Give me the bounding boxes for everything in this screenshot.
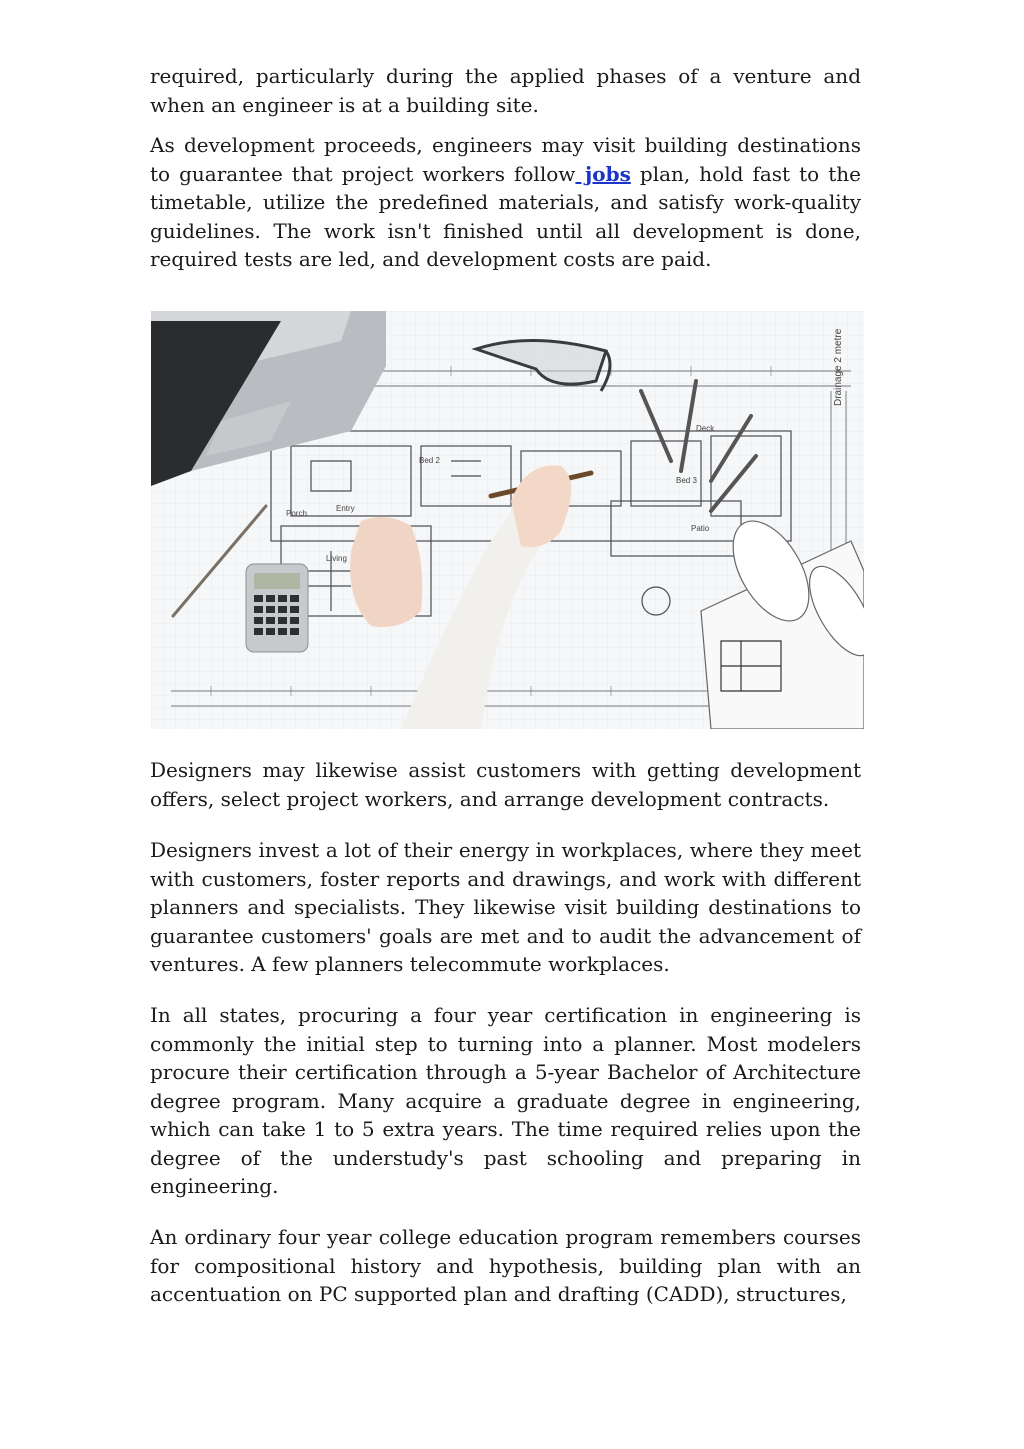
paragraph-2 (150, 131, 861, 274)
blueprint-photo (151, 311, 864, 729)
room-label-porch: Porch (286, 509, 307, 518)
drainage-label: Drainage 2 metre (833, 328, 844, 406)
paragraph-2-container (150, 131, 861, 274)
room-label-bed2: Bed 2 (419, 456, 440, 465)
room-label-living: Living (326, 554, 347, 563)
paragraph-6: An ordinary four year college education program remembers courses for compositional history and hypothesis, building plan with an accentuation on PC supported plan and drafting (CADD), structures, (150, 1225, 861, 1306)
paragraph-3: Designers may likewise assist customers with getting development offers, select project workers, and arrange development contracts. (150, 758, 861, 811)
paragraph-1: required, particularly during the applied phases of a venture and when an engineer is at a building site. (150, 64, 861, 117)
jobs-link[interactable]: jobs (575, 161, 631, 186)
room-label-bed3: Bed 3 (676, 476, 697, 485)
paragraph-3-container (150, 756, 861, 813)
paragraph-5-container (150, 1001, 861, 1201)
paragraph-4: Designers invest a lot of their energy in workplaces, where they meet with customers, foster reports and drawings, and work with different planners and specialists. They likewise visit building destinations to guarantee customers' goals are met and to audit the advancement of ventures. A few planners telecommute workplaces. (150, 838, 861, 976)
room-label-entry: Entry (336, 504, 355, 513)
paragraph-2-text-before: As development proceeds, engineers may visit building destinations to guarantee that project workers follow (150, 133, 861, 186)
paragraph-5: In all states, procuring a four year certification in engineering is commonly the initial step to turning into a planner. Most modelers procure their certification through a 5-year Bachelor of Architecture degree program. Many acquire a graduate degree in engineering, which can take 1 to 5 extra years. The time required relies upon the degree of the understudy's past schooling and preparing in engineering. (150, 1003, 861, 1198)
paragraph-4-container (150, 836, 861, 979)
paragraph-6-container (150, 1223, 861, 1309)
room-label-patio: Patio (691, 524, 710, 533)
paragraph-1-container (150, 62, 861, 119)
paragraph-2-text-after: plan, hold fast to the timetable, utilize the predefined materials, and satisfy work-quality guidelines. The work isn't finished until all development is done, required tests are led, and development costs are paid. (150, 161, 861, 271)
calculator-icon (246, 564, 308, 652)
room-label-deck: Deck (696, 424, 715, 433)
